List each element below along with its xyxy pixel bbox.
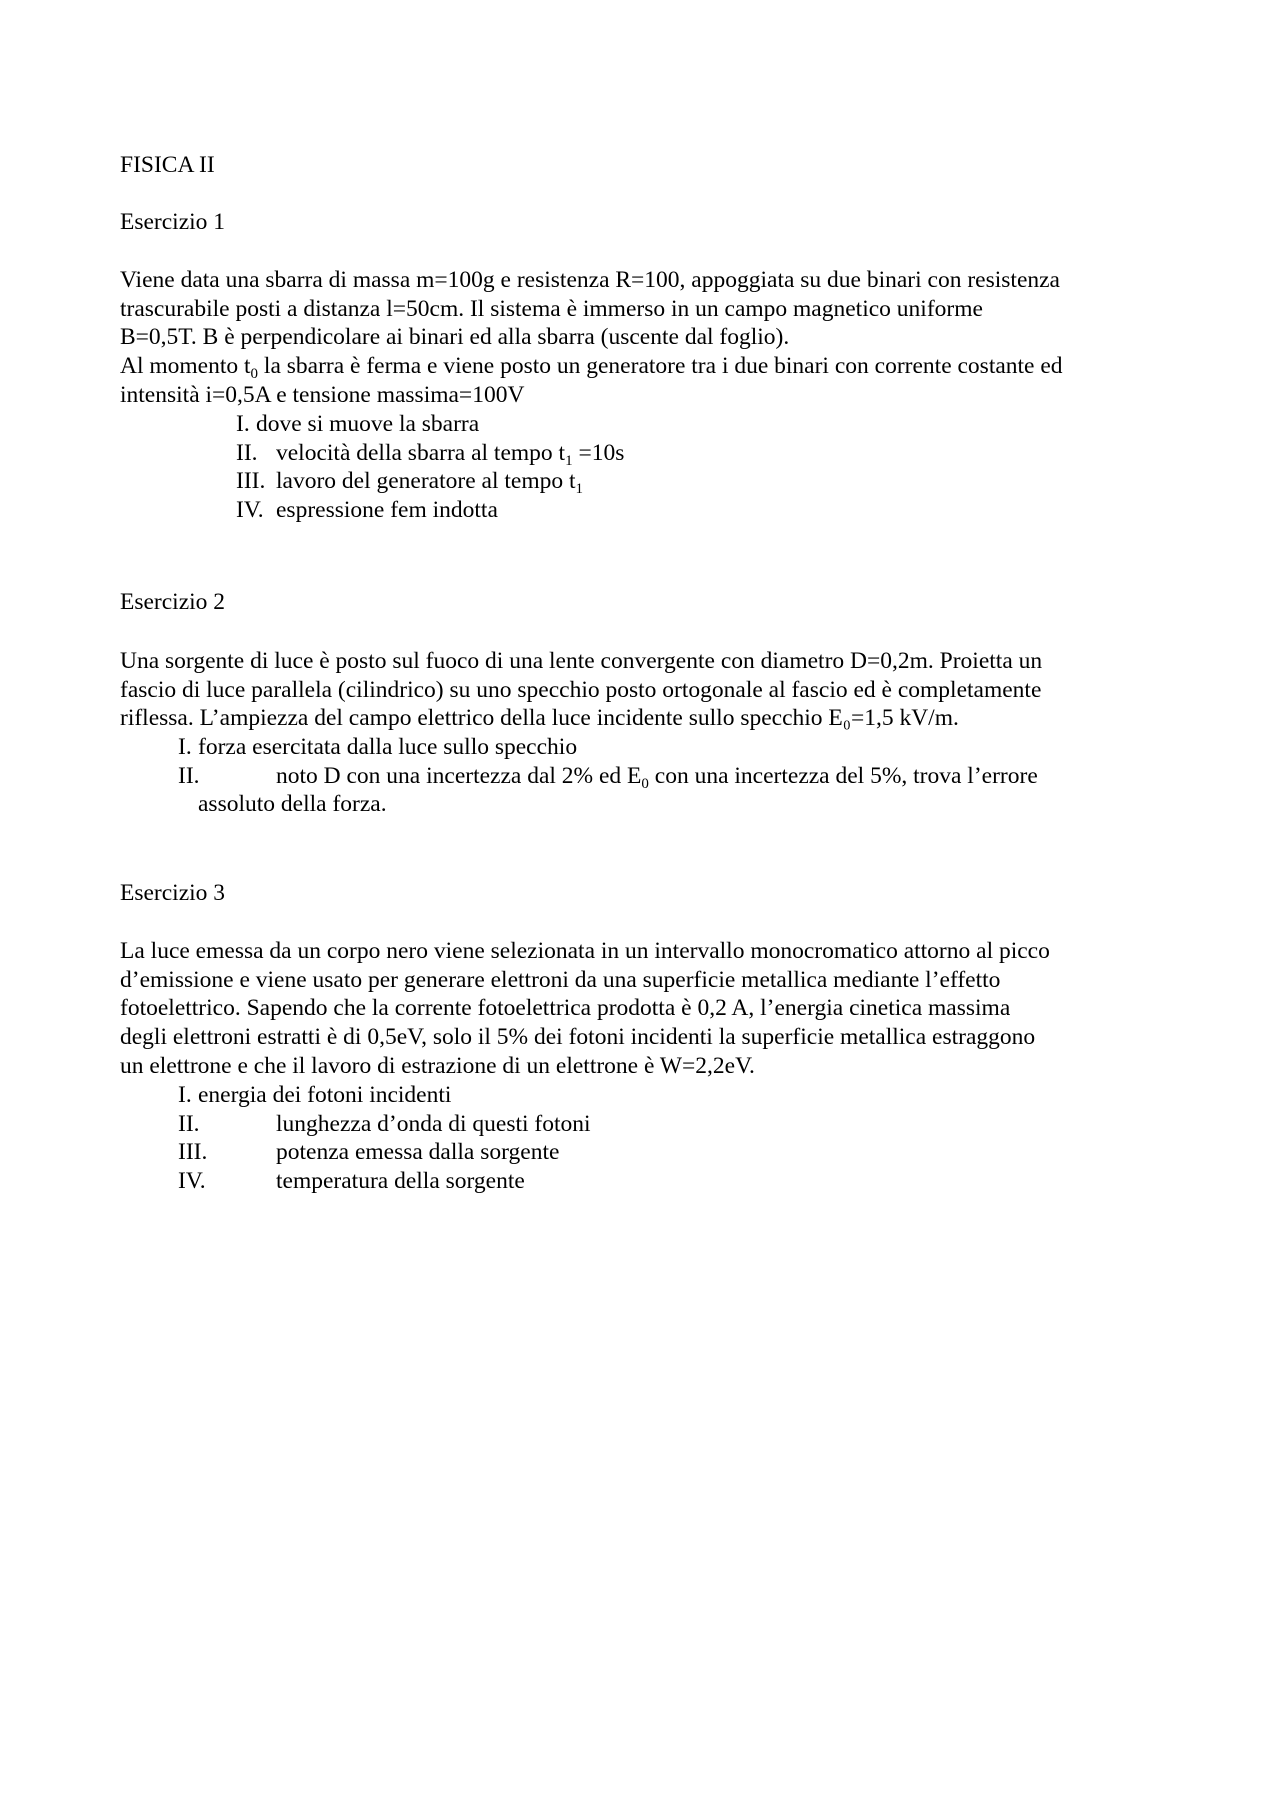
exercise-3-heading bbox=[120, 879, 1170, 908]
exercise-1-line-4-post: la sbarra è ferma e viene posto un generatore tra i due binari con corrente costante ed bbox=[258, 353, 1063, 380]
question-number: III. bbox=[178, 1139, 208, 1166]
question-text: forza esercitata dalla luce sullo specchio bbox=[198, 734, 578, 760]
question-item-continuation bbox=[178, 790, 1158, 819]
question-text: energia dei fotoni incidenti bbox=[198, 1082, 452, 1108]
exercise-1-heading bbox=[120, 208, 1170, 237]
question-text-pre: lavoro del generatore al tempo t bbox=[276, 468, 576, 495]
question-text-continuation: assoluto della forza. bbox=[198, 791, 387, 818]
question-text-sub: 0 bbox=[641, 775, 649, 792]
document-title-text: FISICA II bbox=[120, 152, 215, 178]
exercise-1-line-4-sub: 0 bbox=[250, 366, 259, 383]
exercise-1-line-1: Viene data una sbarra di massa m=100g e resistenza R=100, appoggiata su due binari con resistenza bbox=[120, 267, 1060, 293]
question-item bbox=[178, 1138, 1078, 1167]
exercise-1-line-4 bbox=[120, 352, 1170, 381]
exercise-1-line-4-pre: Al momento t bbox=[120, 353, 251, 380]
question-item bbox=[236, 467, 1136, 496]
question-text: dove si muove la sbarra bbox=[256, 411, 480, 437]
exercise-3-questions bbox=[178, 1081, 1078, 1196]
exercise-2-line-1: Una sorgente di luce è posto sul fuoco di una lente convergente con diametro D=0,2m. Proietta un bbox=[120, 648, 1043, 674]
question-text-post: con una incertezza del 5%, trova l’errore bbox=[648, 762, 1038, 789]
exercise-1-questions bbox=[236, 410, 1136, 525]
question-number: I. bbox=[178, 1082, 192, 1108]
question-text bbox=[276, 762, 1038, 791]
question-number: I. bbox=[178, 734, 192, 760]
exercise-1-line-3: B=0,5T. B è perpendicolare ai binari ed alla sbarra (uscente dal foglio). bbox=[120, 324, 790, 351]
exercise-2-questions bbox=[178, 733, 1158, 819]
exercise-3-line-2: d’emissione e viene usato per generare elettroni da una superficie metallica mediante l’effetto bbox=[120, 966, 1001, 993]
question-number: IV. bbox=[178, 1168, 206, 1195]
exercise-2-line-3: riflessa. L’ampiezza del campo elettrico della luce incidente sullo specchio E₀=1,5 kV/m. bbox=[120, 705, 959, 732]
question-text-sub: 1 bbox=[575, 481, 583, 498]
question-item bbox=[236, 439, 1136, 468]
exercise-3-line-1: La luce emessa da un corpo nero viene selezionata in un intervallo monocromatico attorno al picco bbox=[120, 938, 1050, 964]
exercise-3-line-3: fotoelettrico. Sapendo che la corrente fotoelettrica prodotta è 0,2 A, l’energia cinetica massima bbox=[120, 995, 1011, 1022]
question-text-pre: velocità della sbarra al tempo t bbox=[276, 439, 566, 466]
exercise-3-line-5: un elettrone e che il lavoro di estrazione di un elettrone è W=2,2eV. bbox=[120, 1052, 755, 1079]
exercise-1-line-5: intensità i=0,5A e tensione massima=100V bbox=[120, 381, 525, 408]
question-item bbox=[178, 1167, 1078, 1196]
exercise-3-heading-text: Esercizio 3 bbox=[120, 880, 226, 906]
question-text: lunghezza d’onda di questi fotoni bbox=[276, 1110, 591, 1137]
question-item bbox=[178, 1110, 1078, 1139]
exercise-2-body bbox=[120, 647, 1170, 733]
question-text bbox=[276, 467, 583, 496]
question-number: III. bbox=[236, 468, 266, 495]
question-item bbox=[178, 733, 1158, 762]
question-number: IV. bbox=[236, 497, 264, 524]
question-text-sub: 1 bbox=[565, 452, 573, 469]
exercise-1-line-2: trascurabile posti a distanza l=50cm. Il sistema è immerso in un campo magnetico uniforme bbox=[120, 295, 983, 322]
exercise-2-heading bbox=[120, 588, 1170, 617]
exercise-1-heading-text: Esercizio 1 bbox=[120, 209, 226, 235]
exercise-1-body bbox=[120, 266, 1170, 410]
question-item bbox=[178, 762, 1158, 791]
question-number: I. bbox=[236, 411, 250, 437]
question-text bbox=[276, 439, 624, 468]
exercise-2-line-2: fascio di luce parallela (cilindrico) su uno specchio posto ortogonale al fascio ed è completamente bbox=[120, 676, 1042, 703]
question-text: espressione fem indotta bbox=[276, 497, 498, 524]
exercise-3-line-4: degli elettroni estratti è di 0,5eV, solo il 5% dei fotoni incidenti la superficie metallica estraggono bbox=[120, 1024, 1036, 1051]
question-item bbox=[236, 496, 1136, 525]
question-item bbox=[236, 410, 1136, 439]
question-number: II. bbox=[178, 762, 200, 789]
question-number: II. bbox=[178, 1110, 200, 1137]
document-title bbox=[120, 151, 1170, 180]
question-text: potenza emessa dalla sorgente bbox=[276, 1139, 560, 1166]
exercise-2-heading-text: Esercizio 2 bbox=[120, 589, 226, 615]
question-text: temperatura della sorgente bbox=[276, 1168, 525, 1195]
question-text-post: =10s bbox=[572, 439, 625, 466]
question-text-pre: noto D con una incertezza dal 2% ed E bbox=[276, 762, 642, 789]
question-number: II. bbox=[236, 439, 258, 466]
question-item bbox=[178, 1081, 1078, 1110]
exercise-3-body bbox=[120, 937, 1170, 1081]
